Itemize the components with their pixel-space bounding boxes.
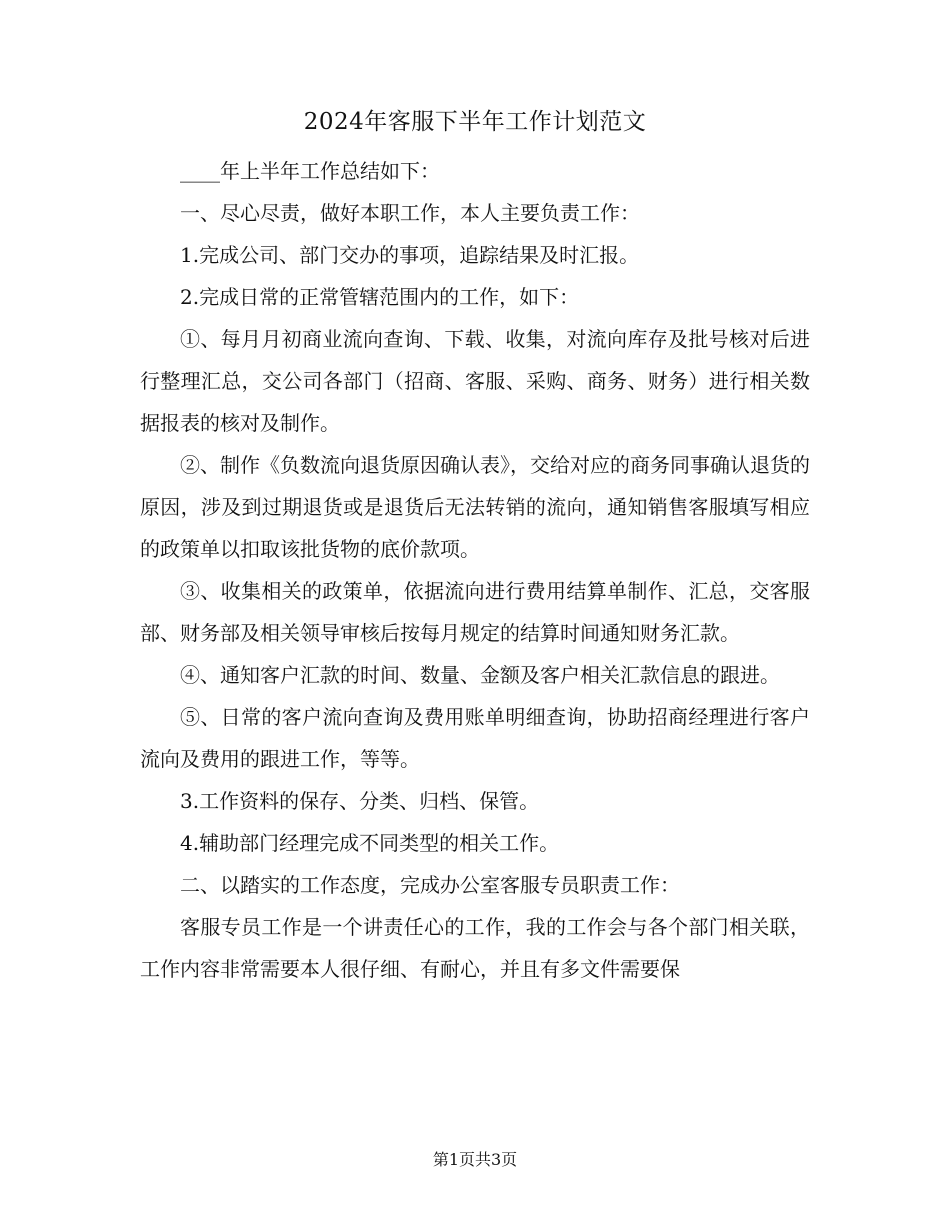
paragraph: 4.辅助部门经理完成不同类型的相关工作。 xyxy=(180,831,560,855)
paragraph: ④、通知客户汇款的时间、数量、金额及客户相关汇款信息的跟进。 xyxy=(180,663,780,687)
paragraph: 客服专员工作是一个讲责任心的工作，我的工作会与各个部门相关联，工作内容非常需要本人很仔细、有耐心，并且有多文件需要保 xyxy=(140,915,810,981)
paragraph: 1.完成公司、部门交办的事项，追踪结果及时汇报。 xyxy=(180,243,640,267)
paragraph: ①、每月月初商业流向查询、下载、收集，对流向库存及批号核对后进行整理汇总，交公司各部门（招商、客服、采购、商务、财务）进行相关数据报表的核对及制作。 xyxy=(140,327,810,435)
paragraph: 2.完成日常的正常管辖范围内的工作，如下： xyxy=(180,285,580,309)
paragraph: 一、尽心尽责，做好本职工作，本人主要负责工作： xyxy=(180,201,640,225)
document-body xyxy=(140,150,810,990)
paragraph: 3.工作资料的保存、分类、归档、保管。 xyxy=(180,789,540,813)
document-title: 2024年客服下半年工作计划范文 xyxy=(303,109,647,135)
paragraph: 二、以踏实的工作态度，完成办公室客服专员职责工作： xyxy=(180,873,680,897)
paragraph: ⑤、日常的客户流向查询及费用账单明细查询，协助招商经理进行客户流向及费用的跟进工作，等等。 xyxy=(140,705,810,771)
page-footer: 第1页共3页 xyxy=(432,1150,518,1169)
paragraph: ____年上半年工作总结如下： xyxy=(180,159,440,183)
paragraph: ②、制作《负数流向退货原因确认表》，交给对应的商务同事确认退货的原因，涉及到过期退货或是退货后无法转销的流向，通知销售客服填写相应的政策单以扣取该批货物的底价款项。 xyxy=(140,453,810,561)
paragraph: ③、收集相关的政策单，依据流向进行费用结算单制作、汇总，交客服部、财务部及相关领导审核后按每月规定的结算时间通知财务汇款。 xyxy=(140,579,810,645)
